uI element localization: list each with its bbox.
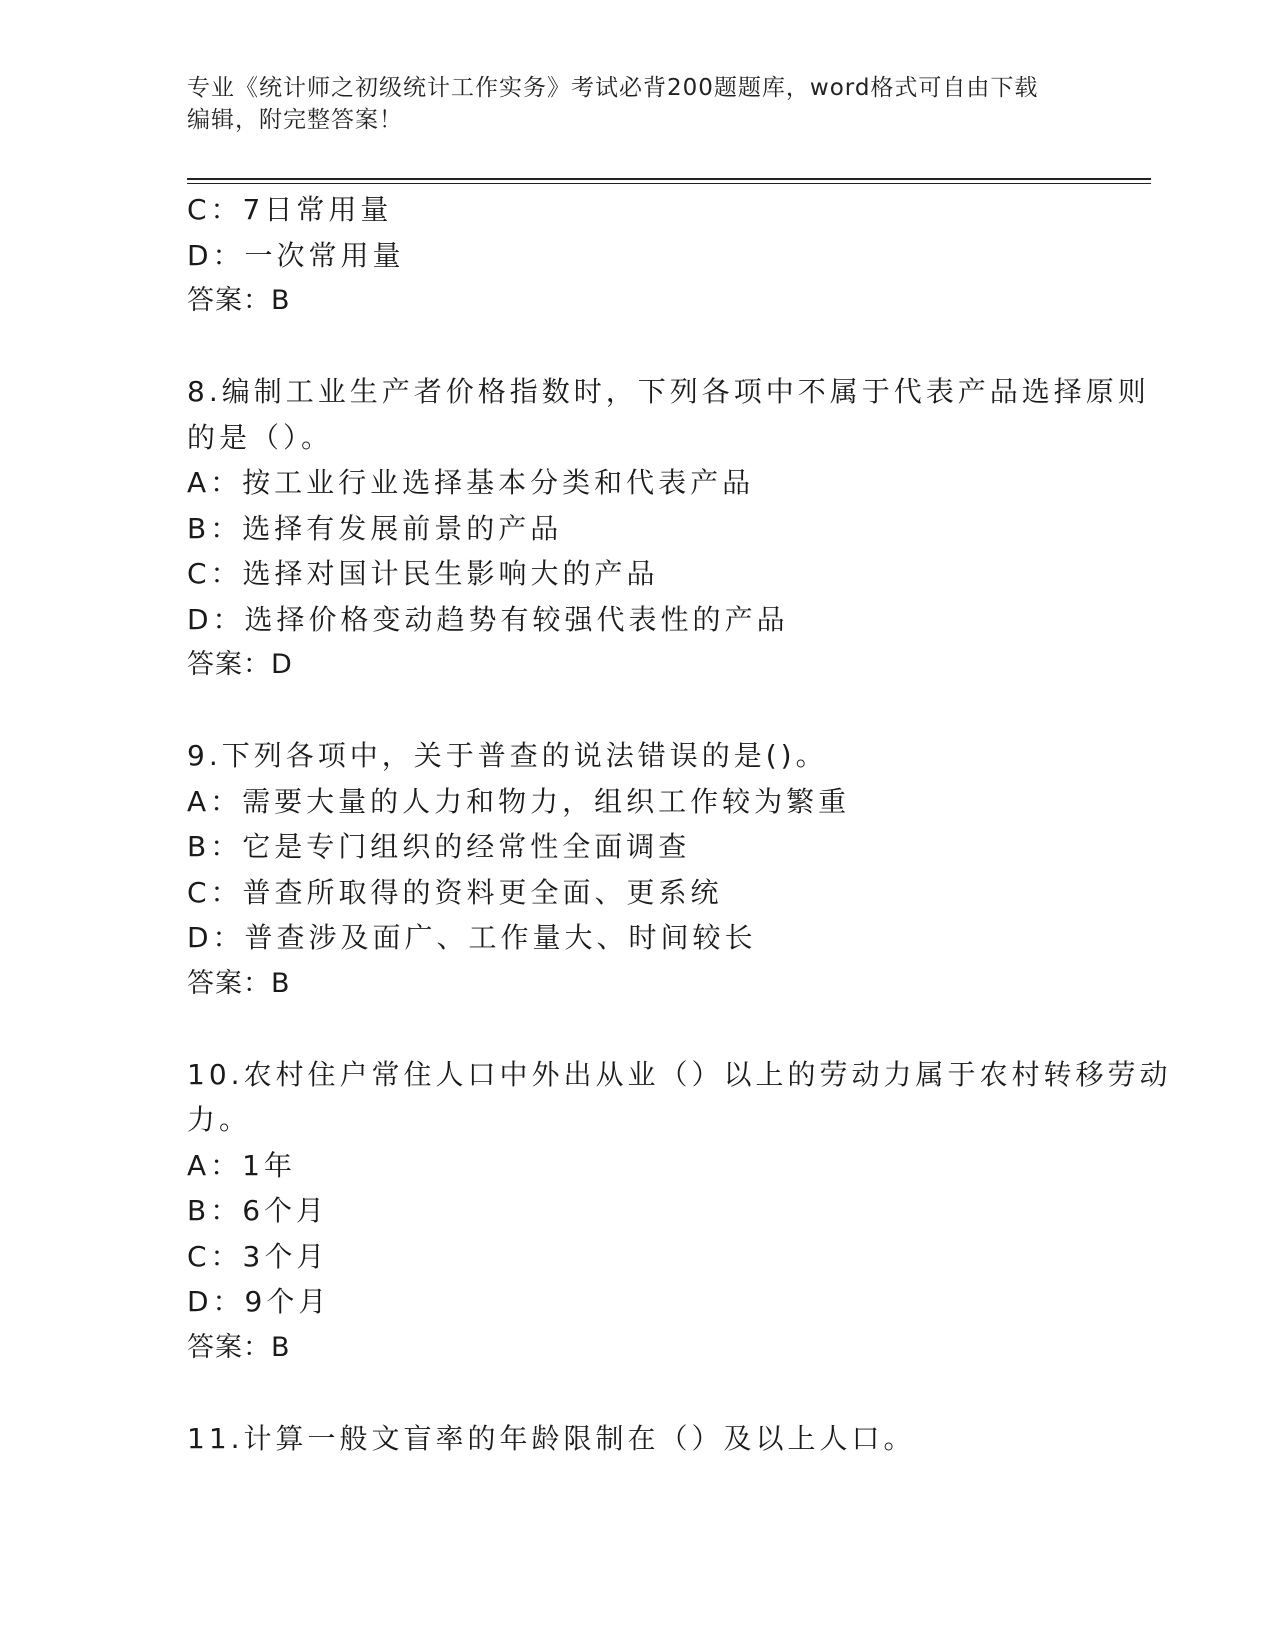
q10-option-d: D：9个月	[187, 1285, 331, 1318]
q9-option-b: B：它是专门组织的经常性全面调查	[187, 830, 691, 863]
header-rule-thin	[187, 183, 1151, 184]
question-8	[187, 369, 1150, 688]
q7-option-c: C：7日常用量	[187, 193, 393, 226]
q8-option-b: B：选择有发展前景的产品	[187, 511, 563, 545]
q10-option-c: C：3个月	[187, 1239, 329, 1273]
header-rule-thick	[187, 178, 1151, 180]
q7-option-d: D：一次常用量	[187, 238, 405, 272]
q8-stem-line-1: 8.编制工业生产者价格指数时，下列各项中不属于代表产品选择原则	[187, 375, 1150, 408]
q11-stem-line-1: 11.计算一般文盲率的年龄限制在（）及以上人口。	[187, 1421, 916, 1455]
spacer	[187, 1370, 1147, 1416]
q7-answer: 答案：B	[187, 285, 291, 316]
q10-stem-line-2: 力。	[187, 1103, 252, 1136]
q9-option-a: A：需要大量的人力和物力，组织工作较为繁重	[187, 784, 851, 818]
question-7	[187, 187, 1147, 324]
question-11	[187, 1416, 1147, 1462]
q9-option-c: C：普查所取得的资料更全面、更系统	[187, 875, 723, 909]
question-9	[187, 733, 1147, 1006]
q8-stem-line-2: 的是（）。	[187, 420, 334, 454]
spacer	[187, 688, 1147, 734]
q10-option-b: B：6个月	[187, 1194, 329, 1227]
document-body	[187, 187, 1172, 1461]
q8-option-c: C：选择对国计民生影响大的产品	[187, 557, 659, 590]
q10-stem-line-1: 10.农村住户常住人口中外出从业（）以上的劳动力属于农村转移劳动	[187, 1057, 1172, 1091]
q8-answer: 答案：D	[187, 649, 293, 680]
question-10	[187, 1052, 1172, 1371]
document-header	[187, 72, 1087, 136]
q8-option-d: D：选择价格变动趋势有较强代表性的产品	[187, 602, 789, 636]
spacer	[187, 1006, 1147, 1052]
q9-answer: 答案：B	[187, 967, 291, 999]
q10-answer: 答案：B	[187, 1331, 291, 1363]
spacer	[187, 324, 1147, 370]
header-line-2: 编辑，附完整答案！	[187, 107, 403, 133]
q10-option-a: A：1年	[187, 1148, 296, 1182]
q9-option-d: D：普查涉及面广、工作量大、时间较长	[187, 921, 757, 954]
header-line-1: 专业《统计师之初级统计工作实务》考试必背200题题库，word格式可自由下载	[187, 75, 1039, 101]
q8-option-a: A：按工业行业选择基本分类和代表产品	[187, 466, 755, 499]
q9-stem-line-1: 9.下列各项中，关于普查的说法错误的是()。	[187, 739, 828, 772]
